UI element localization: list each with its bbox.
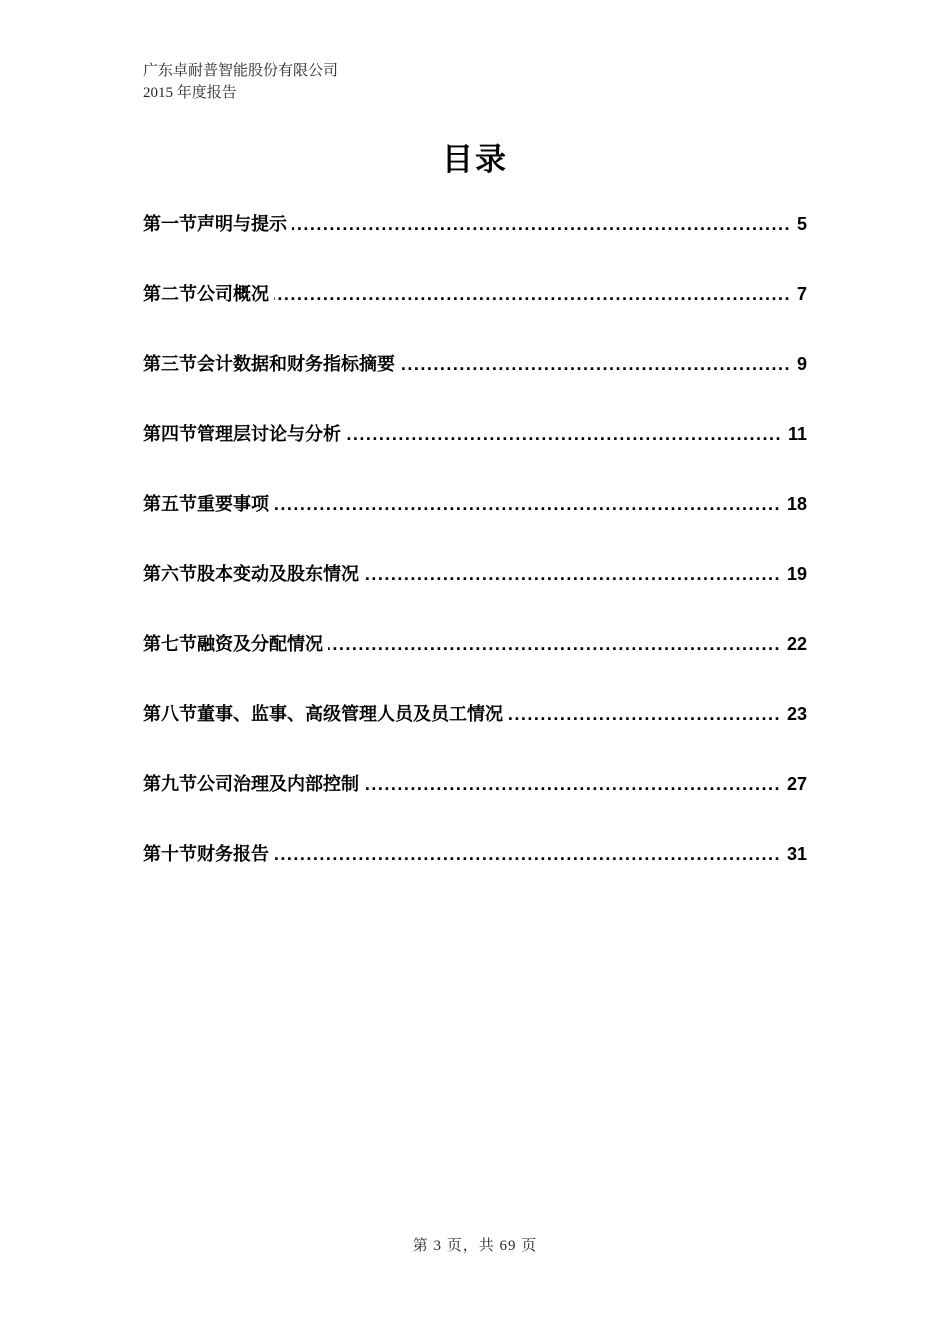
dot-leader [400,354,791,374]
toc-entry-page: 18 [786,494,807,514]
dot-leader [328,634,781,654]
toc-entry-9[interactable] [143,774,807,794]
toc-entry-7[interactable] [143,634,807,654]
toc-entry-page: 5 [796,214,807,234]
dot-leader [364,774,781,794]
toc-entry-page: 31 [786,844,807,864]
toc-heading: 目录 [442,142,508,177]
dot-leader [274,844,781,864]
dot-leader [292,214,791,234]
page-header [143,60,338,104]
toc-entry-page: 19 [786,564,807,584]
toc-entry-title: 第十节财务报告 [143,844,269,864]
toc-entry-page: 11 [787,424,807,444]
dot-leader [508,704,781,724]
dot-leader [274,284,791,304]
toc-entry-page: 23 [786,704,807,724]
toc-entry-5[interactable] [143,494,807,514]
dot-leader [274,494,781,514]
toc-entry-page: 7 [796,284,807,304]
toc-entry-title: 第四节管理层讨论与分析 [143,424,341,444]
dot-leader [346,424,782,444]
page-number-footer: 第 3 页，共 69 页 [412,1238,538,1254]
table-of-contents [143,214,807,914]
toc-entry-title: 第六节股本变动及股东情况 [143,564,359,584]
toc-entry-title: 第七节融资及分配情况 [143,634,323,654]
toc-entry-page: 9 [796,354,807,374]
toc-entry-title: 第一节声明与提示 [143,214,287,234]
toc-entry-6[interactable] [143,564,807,584]
toc-entry-1[interactable] [143,214,807,234]
toc-entry-4[interactable] [143,424,807,444]
toc-entry-title: 第八节董事、监事、高级管理人员及员工情况 [143,704,503,724]
toc-entry-10[interactable] [143,844,807,864]
toc-entry-8[interactable] [143,704,807,724]
dot-leader [364,564,781,584]
toc-entry-title: 第九节公司治理及内部控制 [143,774,359,794]
toc-entry-3[interactable] [143,354,807,374]
toc-entry-2[interactable] [143,284,807,304]
toc-entry-page: 22 [786,634,807,654]
toc-entry-title: 第五节重要事项 [143,494,269,514]
toc-entry-page: 27 [786,774,807,794]
toc-entry-title: 第三节会计数据和财务指标摘要 [143,354,395,374]
company-name: 广东卓耐普智能股份有限公司 [143,63,339,79]
report-period: 2015 年度报告 [143,85,237,101]
toc-entry-title: 第二节公司概况 [143,284,269,304]
